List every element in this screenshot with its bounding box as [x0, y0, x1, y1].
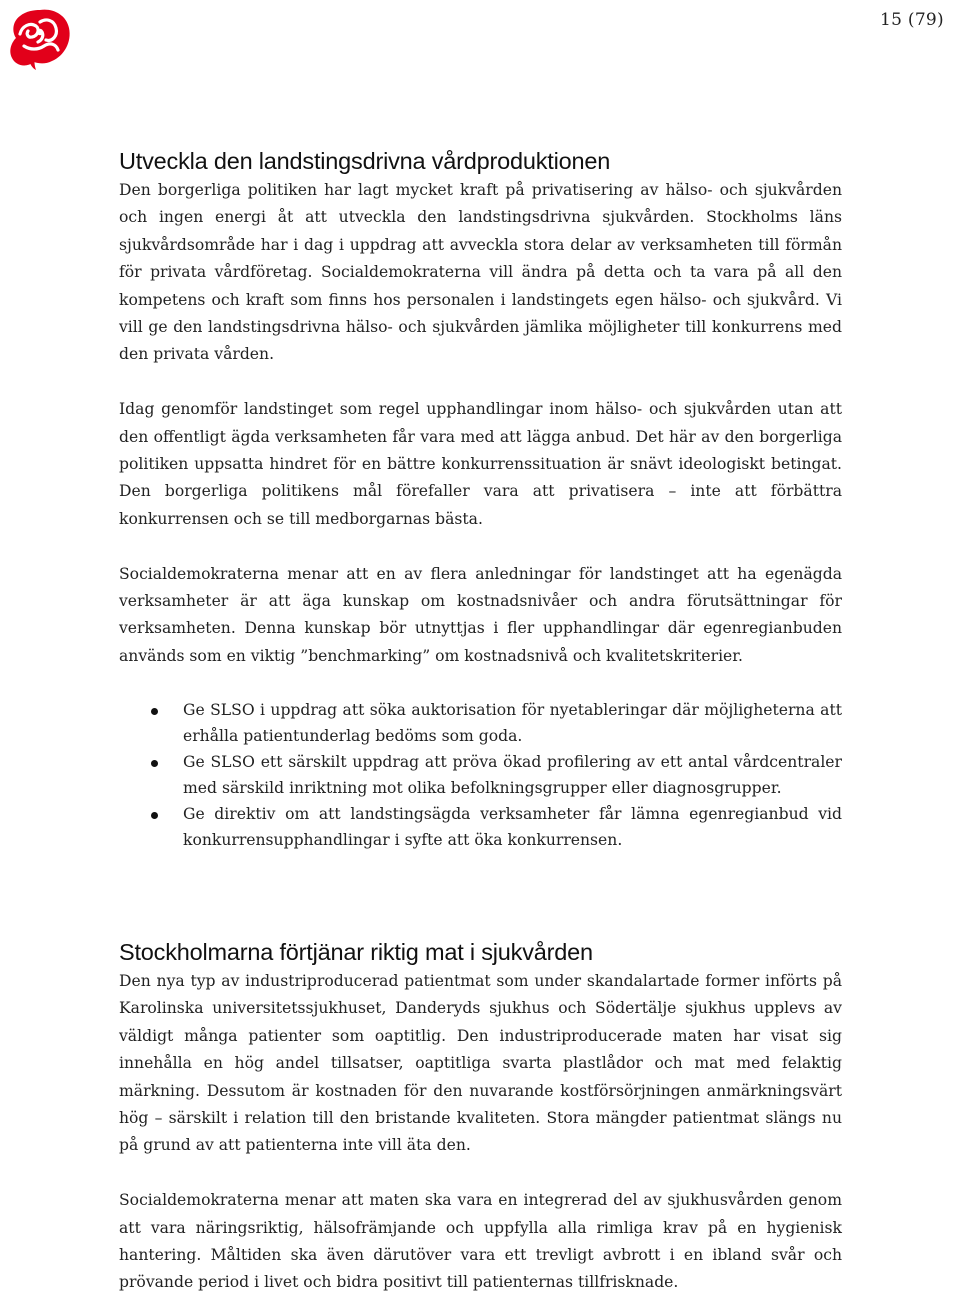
bullet-icon: [151, 760, 158, 767]
body-paragraph: Idag genomför landstinget som regel upphandlingar inom hälso- och sjukvården utan att den offentligt ägda verksamheten får vara med att lägga anbud. Det här av den borgerliga politiken uppsatta hindret för en bättre konkurrenssituation är snävt ideologiskt betingat. Den borgerliga politikens mål förefaller vara att privatisera – inte att förbättra konkurrensen och se till medborgarnas bästa.: [119, 400, 842, 528]
section-patientmat: [119, 938, 842, 1297]
body-paragraph: Den borgerliga politiken har lagt mycket kraft på privatisering av hälso- och sjukvården och ingen energi åt att utveckla den landstingsdrivna sjukvården. Stockholms läns sjukvårdsområde har i dag i uppdrag att avveckla stora delar av verksamheten till förmån för privata vårdföretag. Socialdemokraterna vill ändra på detta och ta vara på all den kompetens och kraft som finns hos personalen i landstingets egen hälso- och sjukvård. Vi vill ge den landstingsdrivna hälso- och sjukvården jämlika möjligheter till konkurrens med den privata vården.: [119, 181, 842, 364]
section-heading: Utveckla den landstingsdrivna vårdproduktionen: [119, 148, 611, 174]
list-item: [119, 698, 842, 749]
list-item: [119, 750, 842, 801]
bullet-icon: [151, 812, 158, 819]
list-item-text: Ge SLSO i uppdrag att söka auktorisation för nyetableringar där möjligheterna att erhålla patientunderlag bedöms som goda.: [183, 701, 842, 745]
body-paragraph: Socialdemokraterna menar att en av flera anledningar för landstinget att ha egenägda verksamheter är att äga kunskap om kostnadsnivåer och andra förutsättningar för verksamheten. Denna kunskap bör utnyttjas i fler upphandlingar där egenregianbuden används som en viktig ”benchmarking” om kostnadsnivå och kvalitetskriterier.: [119, 564, 842, 665]
page-number: 15 (79): [879, 10, 944, 30]
section-heading: Stockholmarna förtjänar riktig mat i sjukvården: [119, 939, 593, 965]
bullet-list: [119, 698, 842, 853]
rose-logo-icon: [6, 4, 74, 72]
list-item-text: Ge direktiv om att landstingsägda verksamheter får lämna egenregianbud vid konkurrensupphandlingar i syfte att öka konkurrensen.: [183, 805, 842, 849]
list-item: [119, 802, 842, 853]
section-vardproduktion: [119, 147, 842, 853]
list-item-text: Ge SLSO ett särskilt uppdrag att pröva ökad profilering av ett antal vårdcentraler med särskild inriktning mot olika befolkningsgrupper eller diagnosgrupper.: [183, 753, 842, 797]
body-paragraph: Socialdemokraterna menar att maten ska vara en integrerad del av sjukhusvården genom att vara näringsriktig, hälsofrämjande och uppfylla alla rimliga krav på en hygienisk hantering. Måltiden ska även därutöver vara ett trevligt avbrott i en ibland svår och prövande period i livet och bidra positivt till patienternas tillfrisknade.: [119, 1191, 842, 1292]
body-paragraph: Den nya typ av industriproducerad patientmat som under skandalartade former införts på Karolinska universitetssjukhuset, Danderyds sjukhus och Södertälje sjukhus upplevs av väldigt många patienter som oaptitlig. Den industriproducerade maten har visat sig innehålla en hög andel tillsatser, oaptitliga svarta plastlådor och mat med felaktig märkning. Dessutom är kostnaden för den nuvarande kostförsörjningen anmärkningsvärt hög – särskilt i relation till den bristande kvaliteten. Stora mängder patientmat slängs nu på grund av att patienterna inte vill äta den.: [119, 972, 842, 1155]
bullet-icon: [151, 708, 158, 715]
